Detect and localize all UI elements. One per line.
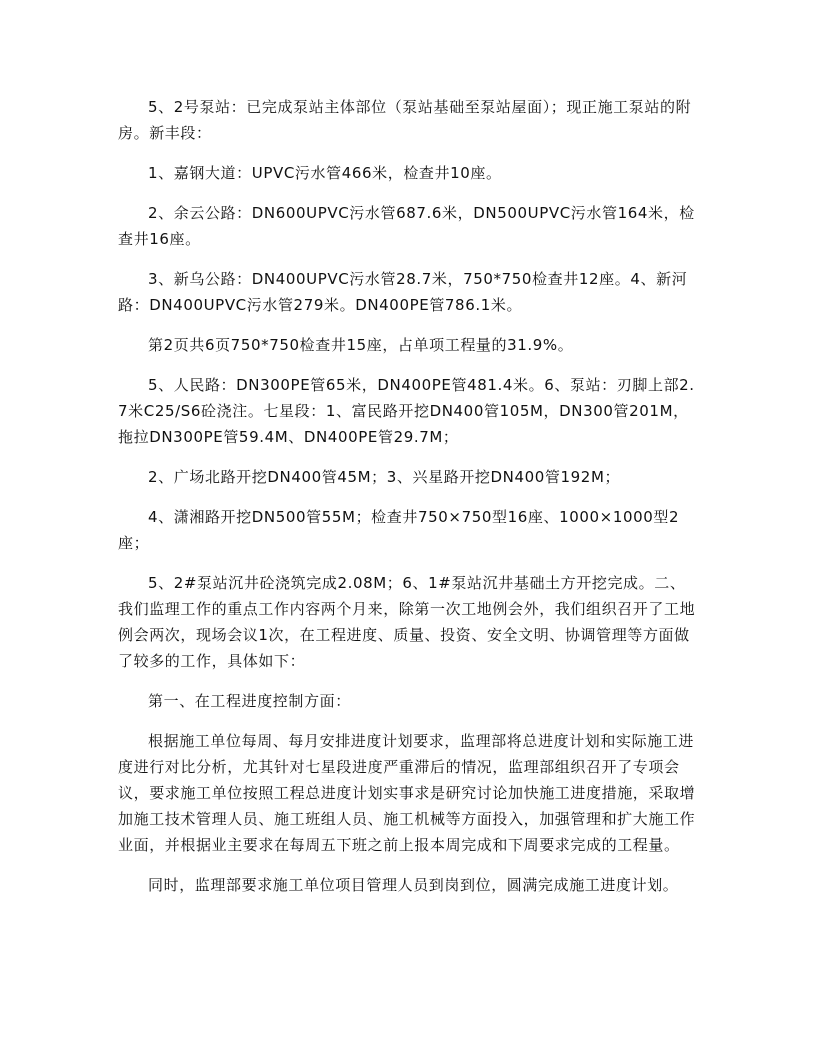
paragraph-xiaoxiang-road: 4、潇湘路开挖DN500管55M；检查井750×750型16座、1000×1000型2座； xyxy=(118,508,680,552)
paragraph-xinwu-road: 3、新乌公路：DN400UPVC污水管28.7米，750*750检查井12座。4、新河路：DN400UPVC污水管279米。DN400PE管786.1米。 xyxy=(118,270,688,314)
paragraph-jiagang-avenue: 1、嘉钢大道：UPVC污水管466米，检查井10座。 xyxy=(148,164,502,182)
paragraph-supervision-work: 5、2#泵站沉井砼浇筑完成2.08M；6、1#泵站沉井基础土方开挖完成。二、我们监理工作的重点工作内容两个月来，除第一次工地例会外，我们组织召开了工地例会两次，现场会议1次，在工程进度、质量、投资、安全文明、协调管理等方面做了较多的工作，具体如下： xyxy=(118,574,696,670)
paragraph-renmin-road: 5、人民路：DN300PE管65米，DN400PE管481.4米。6、泵站：刃脚上部2.7米C25/S6砼浇注。七星段：1、富民路开挖DN400管105M，DN300管201M，拖拉DN300PE管59.4M、DN400PE管29.7M； xyxy=(118,376,695,446)
document-body xyxy=(118,94,698,912)
paragraph-pump-station-2: 5、2号泵站：已完成泵站主体部位（泵站基础至泵站屋面）；现正施工泵站的附房。新丰段： xyxy=(118,98,692,142)
paragraph-guangchang-north-road: 2、广场北路开挖DN400管45M；3、兴星路开挖DN400管192M； xyxy=(148,468,621,486)
paragraph-closing: 同时，监理部要求施工单位项目管理人员到岗到位，圆满完成施工进度计划。 xyxy=(148,876,679,894)
paragraph-progress-control-detail: 根据施工单位每周、每月安排进度计划要求，监理部将总进度计划和实际施工进度进行对比分析，尤其针对七星段进度严重滞后的情况，监理部组织召开了专项会议，要求施工单位按照工程总进度计划实事求是研究讨论加快施工进度措施，采取增加施工技术管理人员、施工班组人员、施工机械等方面投入，加强管理和扩大施工作业面，并根据业主要求在每周五下班之前上报本周完成和下周要求完成的工程量。 xyxy=(118,732,696,854)
paragraph-page-marker: 第2页共6页750*750检查井15座，占单项工程量的31.9%。 xyxy=(148,336,574,354)
paragraph-yuyun-road: 2、余云公路：DN600UPVC污水管687.6米，DN500UPVC污水管164米，检查井16座。 xyxy=(118,204,695,248)
paragraph-progress-control-heading: 第一、在工程进度控制方面： xyxy=(148,692,351,710)
